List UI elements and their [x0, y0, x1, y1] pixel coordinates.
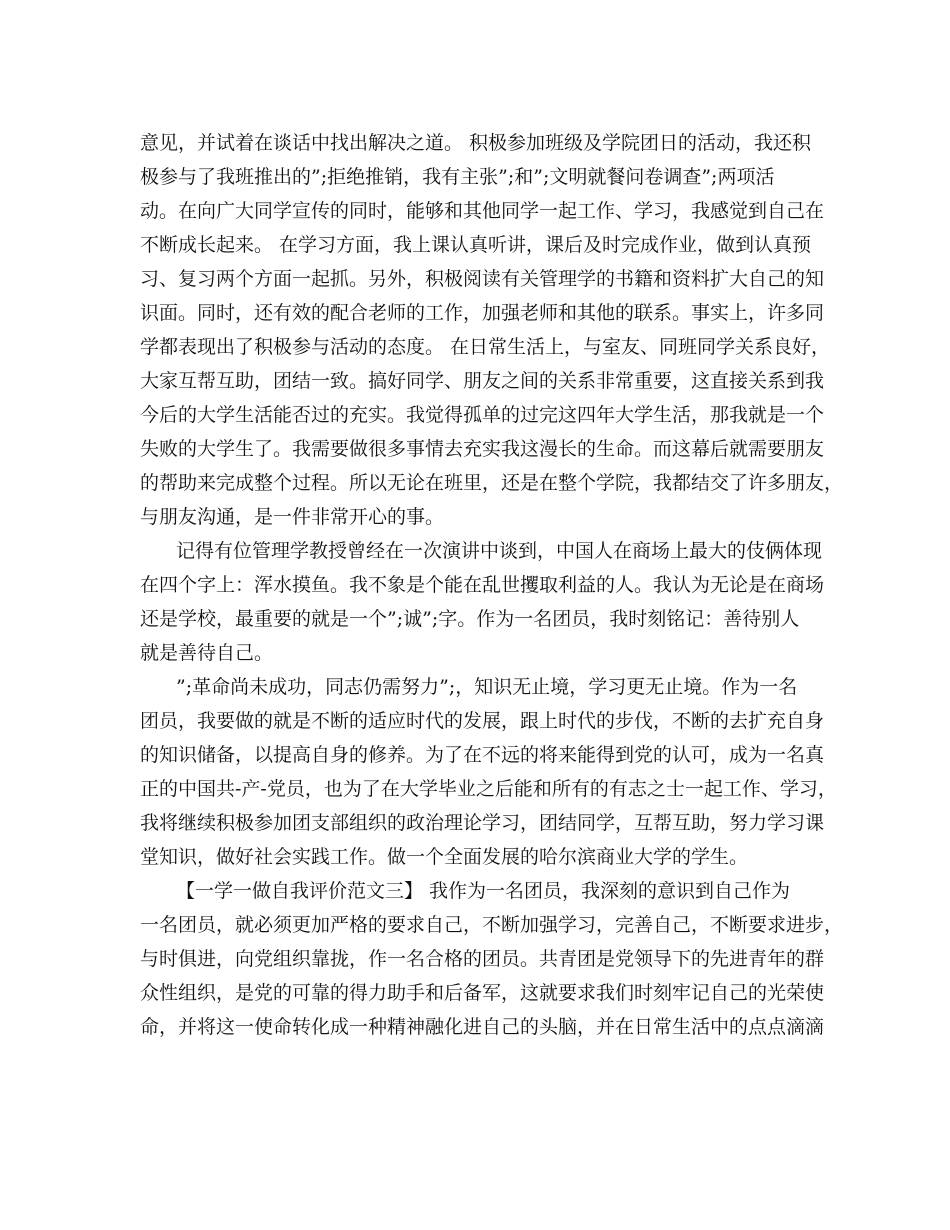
text-line: 今后的大学生活能否过的充实。我觉得孤单的过完这四年大学生活，那我就是一个: [140, 404, 825, 426]
text-line: 习、复习两个方面一起抓。另外，积极阅读有关管理学的书籍和资料扩大自己的知: [140, 268, 825, 290]
text-line: 失败的大学生了。我需要做很多事情去充实我这漫长的生命。而这幕后就需要朋友: [140, 438, 825, 460]
text-line: 团员，我要做的就是不断的适应时代的发展，跟上时代的步伐，不断的去扩充自身: [140, 710, 825, 732]
document-body: [140, 126, 844, 1044]
text-line: 不断成长起来。 在学习方面，我上课认真听讲，课后及时完成作业，做到认真预: [140, 234, 812, 256]
text-line: 众性组织，是党的可靠的得力助手和后备军，这就要求我们时刻牢记自己的光荣使: [140, 982, 825, 1004]
text-line: 与时俱进，向党组织靠拢，作一名合格的团员。共青团是党领导下的先进青年的群: [140, 948, 825, 970]
text-line: 与朋友沟通，是一件非常开心的事。: [140, 506, 445, 528]
paragraph-start-line: 记得有位管理学教授曾经在一次演讲中谈到，中国人在商场上最大的伎俩体现: [176, 540, 823, 562]
text-line: 正的中国共-产-党员，也为了在大学毕业之后能和所有的有志之士一起工作、学习，: [140, 778, 837, 800]
section-heading-line: 【一学一做自我评价范文三】 我作为一名团员，我深刻的意识到自己作为: [176, 880, 791, 902]
text-line: 识面。同时，还有效的配合老师的工作，加强老师和其他的联系。事实上，许多同: [140, 302, 825, 324]
text-line: 意见，并试着在谈话中找出解决之道。 积极参加班级及学院团日的活动，我还积: [140, 132, 812, 154]
text-line: 的帮助来完成整个过程。所以无论在班里，还是在整个学院，我都结交了许多朋友，: [140, 472, 844, 494]
text-line: 堂知识，做好社会实践工作。做一个全面发展的哈尔滨商业大学的学生。: [140, 846, 749, 868]
text-line: 极参与了我班推出的”;拒绝推销，我有主张”;和”;文明就餐问卷调查”;两项活: [140, 166, 775, 188]
text-line: 大家互帮互助，团结一致。搞好同学、朋友之间的关系非常重要，这直接关系到我: [140, 370, 825, 392]
text-line: 在四个字上：浑水摸鱼。我不象是个能在乱世攫取利益的人。我认为无论是在商场: [140, 574, 825, 596]
text-line: 动。在向广大同学宣传的同时，能够和其他同学一起工作、学习，我感觉到自己在: [140, 200, 825, 222]
text-line: 我将继续积极参加团支部组织的政治理论学习，团结同学，互帮互助，努力学习课: [140, 812, 825, 834]
text-line: 学都表现出了积极参与活动的态度。 在日常生活上，与室友、同班同学关系良好，: [140, 336, 831, 358]
text-line: 的知识储备，以提高自身的修养。为了在不远的将来能得到党的认可，成为一名真: [140, 744, 825, 766]
text-line: 还是学校，最重要的就是一个”;诚”;字。作为一名团员，我时刻铭记：善待别人: [140, 608, 800, 630]
paragraph-start-line: ”;革命尚未成功，同志仍需努力”;，知识无止境，学习更无止境。作为一名: [176, 676, 798, 698]
text-line: 一名团员，就必须更加严格的要求自己，不断加强学习，完善自己，不断要求进步，: [140, 914, 844, 936]
text-line: 命，并将这一使命转化成一种精神融化进自己的头脑，并在日常生活中的点点滴滴: [140, 1016, 825, 1038]
text-line: 就是善待自己。: [140, 642, 274, 664]
